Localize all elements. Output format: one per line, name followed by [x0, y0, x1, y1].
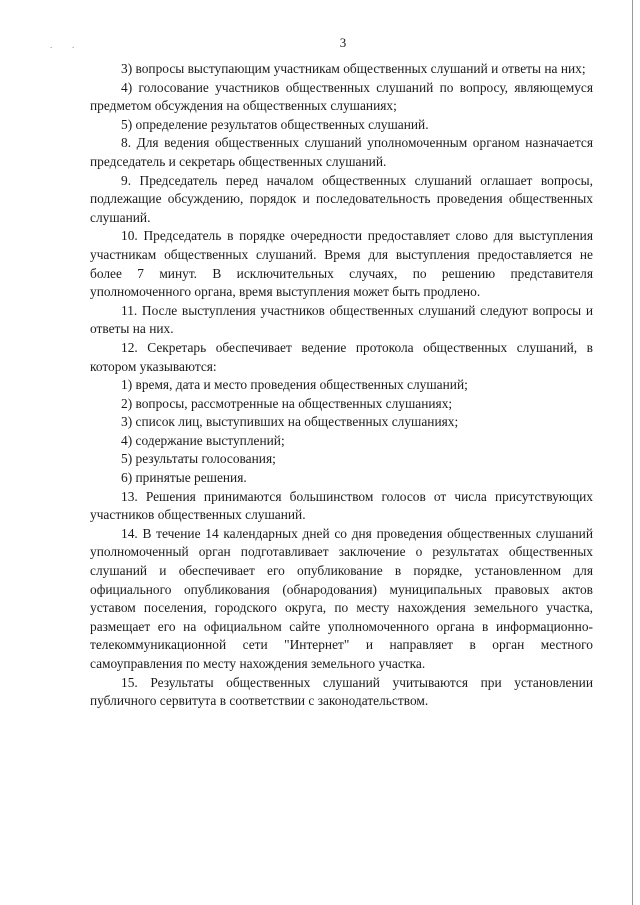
list-item: 3) вопросы выступающим участникам общественных слушаний и ответы на них; — [121, 61, 586, 76]
paragraph: 12. Секретарь обеспечивает ведение протокола общественных слушаний, в котором указываются: — [90, 339, 593, 374]
paragraph: 11. После выступления участников общественных слушаний следуют вопросы и ответы на них. — [90, 302, 593, 337]
list-item: 4) содержание выступлений; — [121, 432, 285, 448]
paragraph: 8. Для ведения общественных слушаний уполномоченным органом назначается председатель и секретарь общественных слушаний. — [90, 135, 593, 169]
document-body — [90, 60, 593, 711]
list-item: 6) принятые решения. — [121, 470, 247, 486]
paragraph: 10. Председатель в порядке очередности предоставляет слово для выступления участникам общественных слушаний. Время для выступления предоставляется не более 7 минут. В исключительных случаях, по решению представителя уполномоченного органа, время выступления может быть продлено. — [90, 228, 593, 300]
scan-edge-line — [632, 0, 633, 905]
margin-speck: . — [72, 40, 75, 50]
page-number: 3 — [339, 35, 347, 50]
margin-speck: . — [50, 40, 53, 50]
paragraph: 9. Председатель перед началом общественных слушаний оглашает вопросы, подлежащие обсуждению, порядок и последовательность проведения общественных слушаний. — [90, 172, 593, 225]
paragraph: 14. В течение 14 календарных дней со дня проведения общественных слушаний уполномоченный орган подготавливает заключение о результатах общественных слушаний и обеспечивает его опубликование в порядке, установленном для официального опубликования (обнародования) муниципальных правовых актов уставом поселения, городского округа, по месту нахождения земельного участка, размещает его на официальном сайте уполномоченного органа в информационно-телекоммуникационной сети "Интернет" и направляет в орган местного самоуправления по месту нахождения земельного участка. — [90, 525, 593, 671]
list-item: 3) список лиц, выступивших на общественных слушаниях; — [121, 414, 459, 430]
list-item: 5) результаты голосования; — [121, 451, 276, 467]
list-item: 1) время, дата и место проведения общественных слушаний; — [121, 377, 468, 393]
list-item: 2) вопросы, рассмотренные на общественных слушаниях; — [121, 395, 453, 411]
list-item: 4) голосование участников общественных слушаний по вопросу, являющемуся предметом обсуждения на общественных слушаниях; — [90, 79, 593, 114]
paragraph: 15. Результаты общественных слушаний учитываются при установлении публичного сервитута в соответствии с законодательством. — [90, 674, 593, 709]
list-item: 5) определение результатов общественных слушаний. — [121, 116, 429, 132]
paragraph: 13. Решения принимаются большинством голосов от числа присутствующих участников общественных слушаний. — [90, 488, 593, 523]
